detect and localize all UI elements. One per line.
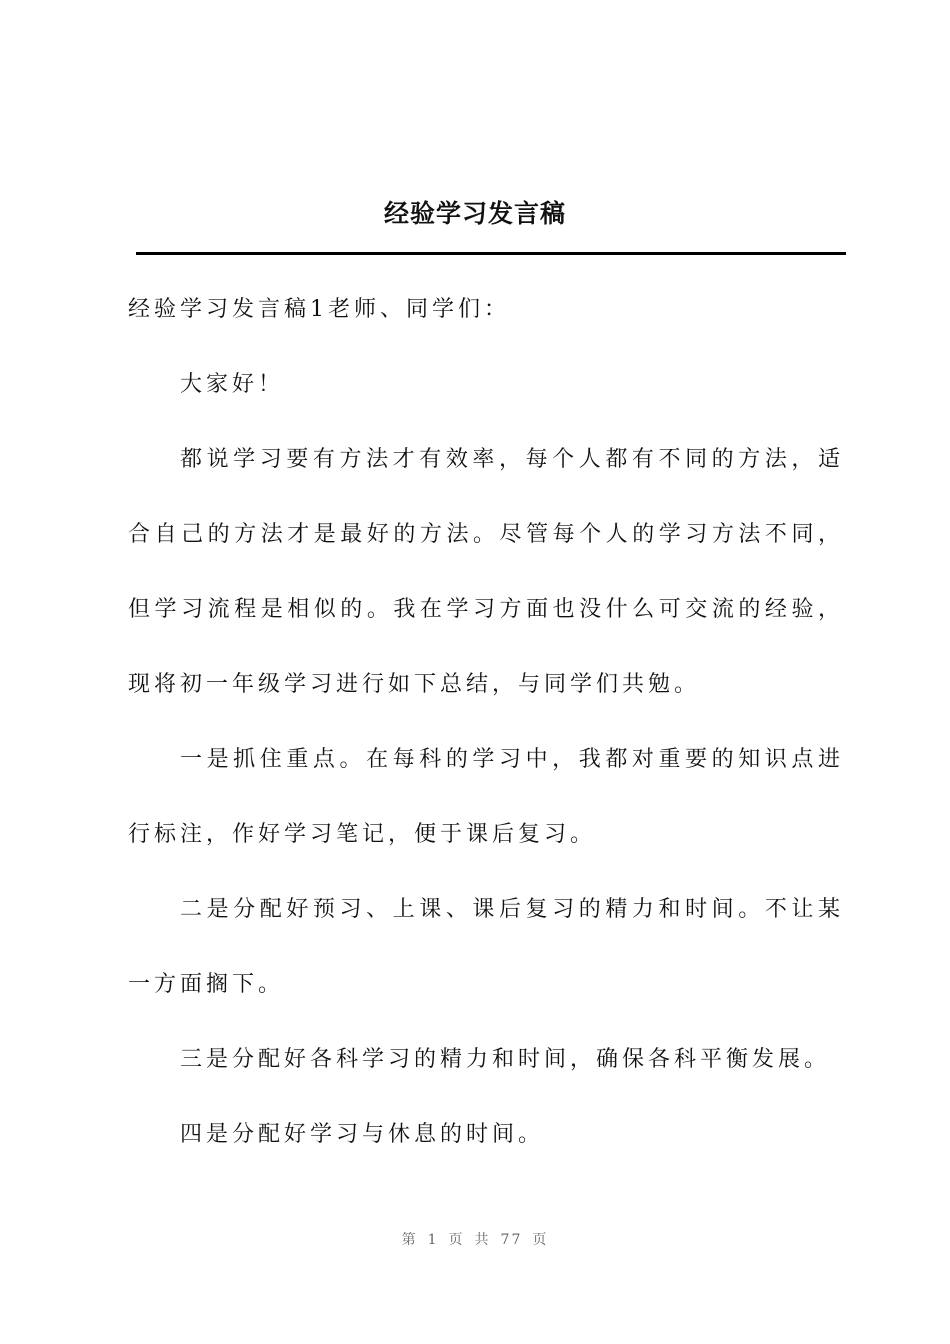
title-divider [136, 252, 846, 255]
footer-page-number: 1 [427, 1232, 439, 1248]
page-footer [0, 1229, 950, 1249]
document-title: 经验学习发言稿 [383, 199, 566, 228]
footer-total-pages: 77 [500, 1232, 523, 1248]
paragraph-point-one: 一是抓住重点。在每科的学习中，我都对重要的知识点进行标注，作好学习笔记，便于课后复习。 [128, 747, 844, 847]
footer-total-word: 页 [532, 1232, 549, 1248]
footer-page-label: 第 [401, 1232, 418, 1248]
document-body [128, 272, 844, 1172]
footer-total-label: 共 [474, 1232, 491, 1248]
paragraph-hello: 大家好！ [180, 372, 285, 397]
paragraph-intro: 都说学习要有方法才有效率，每个人都有不同的方法，适合自己的方法才是最好的方法。尽管每个人的学习方法不同，但学习流程是相似的。我在学习方面也没什么可交流的经验，现将初一年级学习进行如下总结，与同学们共勉。 [128, 447, 844, 697]
paragraph-point-two: 二是分配好预习、上课、课后复习的精力和时间。不让某一方面搁下。 [128, 897, 844, 997]
paragraph-point-four: 四是分配好学习与休息的时间。 [180, 1122, 545, 1147]
footer-page-word: 页 [448, 1232, 465, 1248]
paragraph-point-three: 三是分配好各科学习的精力和时间，确保各科平衡发展。 [180, 1047, 831, 1072]
paragraph-greeting-line: 经验学习发言稿1老师、同学们： [128, 297, 510, 322]
